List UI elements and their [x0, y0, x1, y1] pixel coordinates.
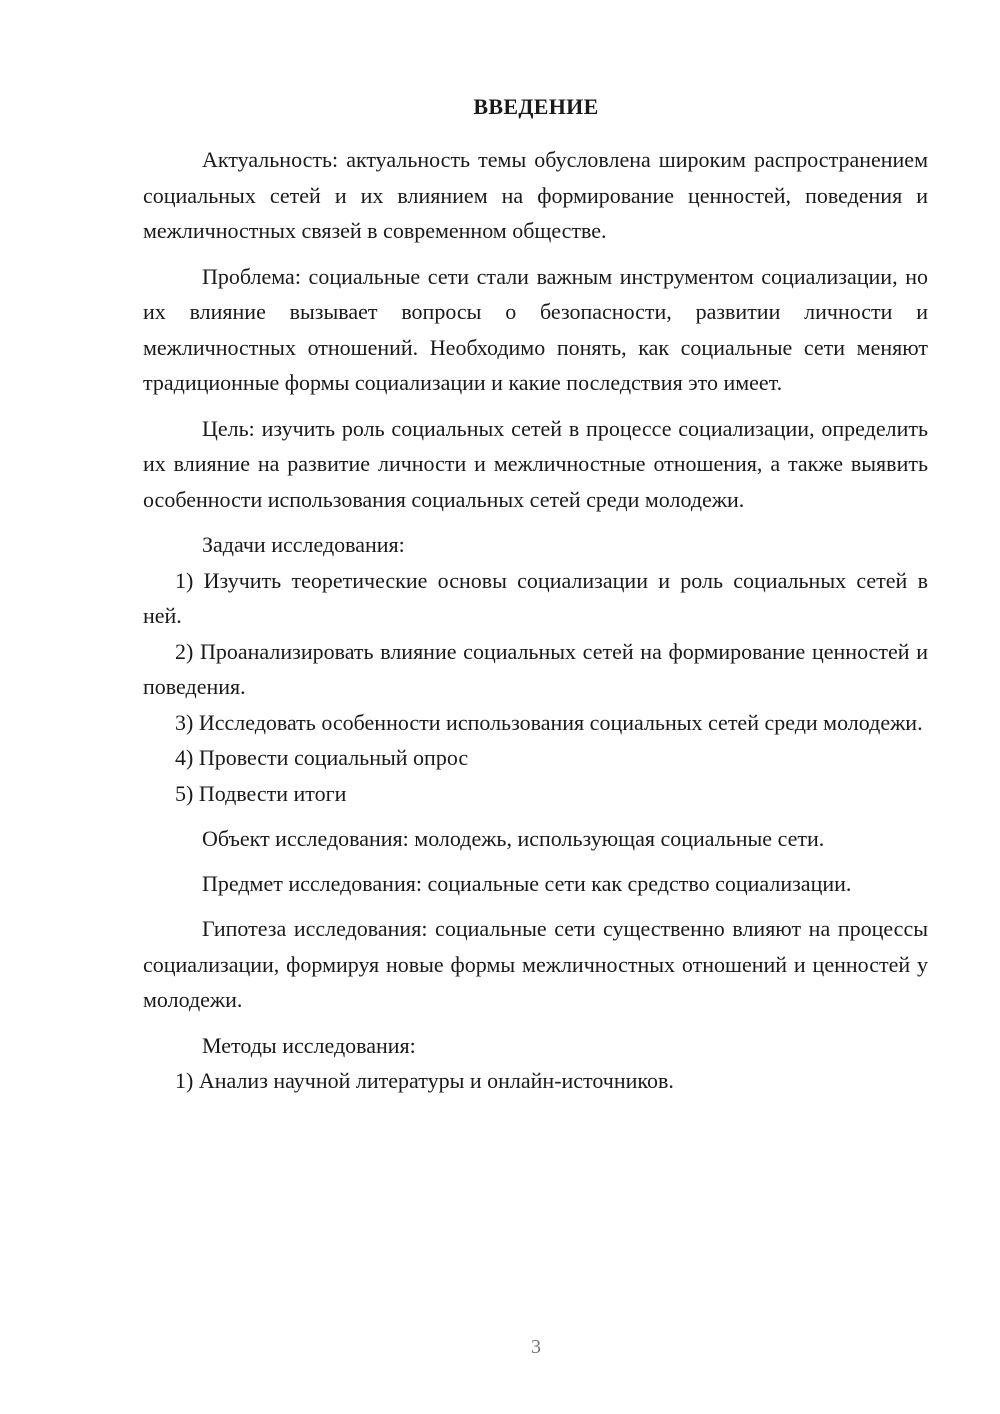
task-item: 5) Подвести итоги: [175, 780, 347, 806]
paragraph-object: Объект исследования: молодежь, использующая социальные сети.: [202, 826, 825, 851]
task-item: 3) Исследовать особенности использования социальных сетей среди молодежи.: [175, 709, 923, 735]
task-item: 2) Проанализировать влияние социальных сетей на формирование ценностей и поведения.: [143, 638, 928, 699]
method-item: 1) Анализ научной литературы и онлайн-источников.: [175, 1068, 674, 1093]
tasks-heading: Задачи исследования:: [202, 532, 405, 557]
paragraph-problem: Проблема: социальные сети стали важным инструментом социализации, но их влияние вызывает вопросы о безопасности, развитии личности и межличностных отношений. Необходимо понять, как социальные сети меняют традиционные формы социализации и какие последствия это имеет.: [143, 263, 928, 395]
paragraph-relevance: Актуальность: актуальность темы обусловлена широким распространением социальных сетей и их влиянием на формирование ценностей, поведения и межличностных связей в современном обществе.: [143, 147, 928, 243]
paragraph-goal: Цель: изучить роль социальных сетей в процессе социализации, определить их влияние на развитие личности и межличностные отношения, а также выявить особенности использования социальных сетей среди молодежи.: [143, 415, 928, 512]
paragraph-hypothesis: Гипотеза исследования: социальные сети существенно влияют на процессы социализации, формируя новые формы межличностных отношений и ценностей у молодежи.: [143, 916, 928, 1012]
page-number: 3: [531, 1336, 541, 1358]
document-body: [143, 142, 928, 1099]
task-item: 4) Провести социальный опрос: [175, 745, 469, 770]
methods-heading: Методы исследования:: [202, 1032, 416, 1058]
paragraph-subject: Предмет исследования: социальные сети как средство социализации.: [202, 870, 852, 896]
task-item: 1) Изучить теоретические основы социализации и роль социальных сетей в ней.: [143, 567, 928, 628]
page-title: ВВЕДЕНИЕ: [473, 94, 599, 119]
